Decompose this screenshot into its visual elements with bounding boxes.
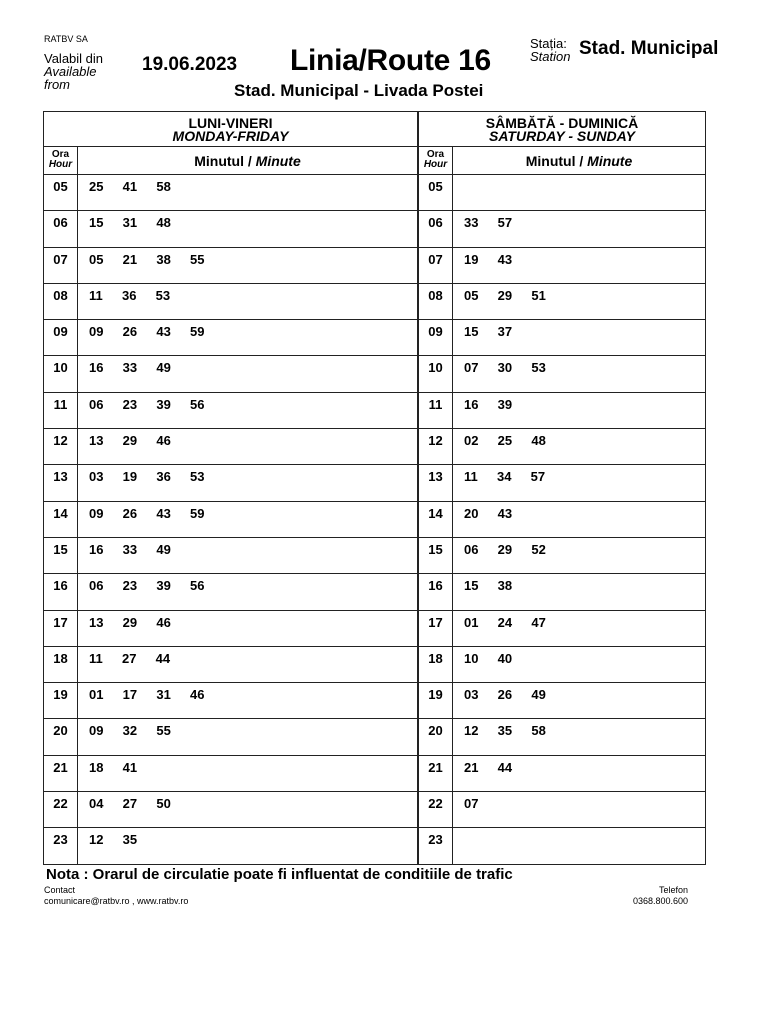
hour-cell: 22 (44, 792, 78, 827)
table-row (44, 175, 417, 211)
minutes-cell: 06 23 39 56 (89, 396, 205, 412)
minutes-cell: 11 36 53 (89, 287, 171, 303)
minutes-cell: 15 38 (464, 578, 513, 594)
table-row (419, 284, 705, 320)
hour-cell: 12 (419, 429, 453, 464)
table-row (419, 393, 705, 429)
minutes-cell: 11 34 57 (464, 469, 546, 485)
route-subtitle: Stad. Municipal - Livada Postei (234, 81, 484, 100)
hour-cell: 06 (419, 211, 453, 246)
weekend-title-ro: SÂMBĂTĂ - DUMINICĂ (485, 115, 639, 131)
minutes-cell: 07 (464, 796, 479, 812)
hour-cell: 13 (419, 465, 453, 500)
table-row (44, 538, 417, 574)
hour-cell: 13 (44, 465, 78, 500)
weekday-title-ro: LUNI-VINERI (188, 115, 273, 131)
minutes-cell: 05 21 38 55 (89, 251, 205, 267)
table-row (419, 828, 705, 864)
minutes-cell: 10 40 (464, 650, 513, 666)
minutes-cell: 03 26 49 (464, 687, 546, 703)
minutes-cell: 04 27 50 (89, 796, 171, 812)
station-label-en: Station (530, 49, 571, 64)
table-row (44, 356, 417, 392)
hour-cell: 08 (419, 284, 453, 319)
hour-cell: 23 (419, 828, 453, 864)
table-row (44, 211, 417, 247)
table-row (419, 647, 705, 683)
table-row (419, 683, 705, 719)
table-row (44, 719, 417, 755)
table-row (44, 465, 417, 501)
hour-cell: 11 (419, 393, 453, 428)
hour-column-header (44, 147, 78, 174)
table-row (419, 719, 705, 755)
table-row (419, 248, 705, 284)
hour-label-en: Hour (48, 159, 73, 170)
hour-cell: 18 (44, 647, 78, 682)
valid-from-label-en: Available (44, 64, 97, 79)
table-row (44, 284, 417, 320)
minutes-cell: 18 41 (89, 759, 138, 775)
weekend-column-header (419, 147, 705, 175)
valid-from-date: 19.06.2023 (142, 54, 238, 75)
company-name: RATBV SA (44, 34, 88, 44)
hour-column-header (419, 147, 453, 174)
station-name: Stad. Municipal (579, 38, 719, 59)
hour-cell: 17 (419, 611, 453, 646)
minutes-cell: 25 41 58 (89, 179, 171, 194)
hour-cell: 22 (419, 792, 453, 827)
table-row (419, 502, 705, 538)
minutes-cell: 11 27 44 (89, 650, 171, 666)
table-row (44, 611, 417, 647)
hour-cell: 07 (419, 248, 453, 283)
timetable (43, 111, 706, 867)
table-row (419, 356, 705, 392)
minutes-cell: 12 35 (89, 832, 138, 848)
minutes-cell: 21 44 (464, 759, 513, 775)
hour-cell: 07 (44, 248, 78, 283)
hour-cell: 18 (419, 647, 453, 682)
table-row (44, 320, 417, 356)
table-row (44, 502, 417, 538)
hour-cell: 12 (44, 429, 78, 464)
weekend-header (419, 112, 705, 147)
minutes-cell: 06 23 39 56 (89, 578, 205, 594)
weekend-rows (419, 175, 705, 865)
hour-cell: 19 (44, 683, 78, 718)
minutes-cell: 15 31 48 (89, 215, 171, 231)
hour-cell: 16 (419, 574, 453, 609)
table-row (419, 792, 705, 828)
phone-label: Telefon (658, 885, 688, 895)
hour-cell: 21 (44, 756, 78, 791)
contact-label: Contact (44, 885, 76, 895)
hour-cell: 16 (44, 574, 78, 609)
hour-cell: 15 (419, 538, 453, 573)
minutes-cell: 19 43 (464, 251, 513, 267)
weekend-panel (418, 111, 706, 865)
hour-cell: 14 (44, 502, 78, 537)
hour-cell: 05 (44, 175, 78, 210)
weekend-title-en: SATURDAY - SUNDAY (489, 128, 635, 144)
table-row (44, 574, 417, 610)
weekday-column-header (44, 147, 417, 175)
minutes-cell: 15 37 (464, 324, 513, 340)
minute-column-header (453, 147, 705, 174)
hour-cell: 11 (44, 393, 78, 428)
table-row (419, 175, 705, 211)
page-title: Linia/Route 16 (290, 44, 491, 77)
minutes-cell: 05 29 51 (464, 287, 546, 303)
minute-column-header (78, 147, 417, 174)
hour-cell: 20 (419, 719, 453, 754)
hour-cell: 09 (44, 320, 78, 355)
table-row (419, 756, 705, 792)
hour-cell: 14 (419, 502, 453, 537)
weekday-panel (43, 111, 418, 865)
traffic-note: Nota : Orarul de circulatie poate fi influentat de conditiile de trafic (46, 866, 513, 883)
minutes-cell: 33 57 (464, 215, 513, 231)
minutes-cell: 07 30 53 (464, 360, 546, 376)
hour-cell: 20 (44, 719, 78, 754)
weekday-rows (44, 175, 417, 865)
minutes-cell: 12 35 58 (464, 723, 546, 739)
weekday-title-en: MONDAY-FRIDAY (172, 128, 289, 144)
station-label (530, 37, 570, 63)
hour-label-en: Hour (423, 159, 448, 170)
phone-value: 0368.800.600 (632, 896, 688, 906)
contact-info (44, 885, 188, 907)
table-row (44, 792, 417, 828)
minutes-cell: 13 29 46 (89, 433, 171, 449)
table-row (44, 756, 417, 792)
minutes-cell: 01 24 47 (464, 614, 546, 630)
minutes-cell: 13 29 46 (89, 614, 171, 630)
minutes-cell: 01 17 31 46 (89, 687, 205, 703)
minutes-cell: 09 32 55 (89, 723, 171, 739)
minutes-cell: 16 33 49 (89, 360, 171, 376)
hour-cell: 05 (419, 175, 453, 210)
minutes-cell: 16 39 (464, 396, 513, 412)
minute-label-ro: Minutul / (194, 153, 252, 169)
hour-cell: 06 (44, 211, 78, 246)
hour-cell: 23 (44, 828, 78, 864)
table-row (44, 828, 417, 864)
hour-cell: 08 (44, 284, 78, 319)
hour-cell: 17 (44, 611, 78, 646)
table-row (419, 611, 705, 647)
valid-from-label-en-2: from (44, 77, 70, 92)
table-row (44, 248, 417, 284)
hour-label-ro: Ora (426, 149, 445, 160)
hour-cell: 19 (419, 683, 453, 718)
table-row (44, 429, 417, 465)
minutes-cell: 20 43 (464, 505, 513, 521)
table-row (44, 647, 417, 683)
valid-from-label (44, 52, 103, 91)
table-row (419, 211, 705, 247)
table-row (44, 393, 417, 429)
hour-cell: 15 (44, 538, 78, 573)
minutes-cell: 03 19 36 53 (89, 469, 205, 485)
table-row (419, 429, 705, 465)
minute-label-ro: Minutul / (525, 153, 584, 169)
weekday-header (44, 112, 417, 147)
table-row (419, 465, 705, 501)
hour-cell: 21 (419, 756, 453, 791)
minute-label-en: Minute (255, 153, 301, 169)
hour-cell: 10 (44, 356, 78, 391)
minute-label-en: Minute (587, 153, 633, 169)
valid-from-label-ro: Valabil din (44, 51, 104, 66)
minutes-cell: 16 33 49 (89, 541, 171, 557)
table-row (419, 538, 705, 574)
minutes-cell: 06 29 52 (464, 541, 546, 557)
minutes-cell: 09 26 43 59 (89, 505, 205, 521)
minutes-cell: 02 25 48 (464, 433, 546, 449)
contact-value: comunicare@ratbv.ro , www.ratbv.ro (44, 896, 189, 906)
table-row (419, 320, 705, 356)
minutes-cell: 09 26 43 59 (89, 324, 205, 340)
phone-info (624, 885, 688, 907)
hour-cell: 09 (419, 320, 453, 355)
hour-cell: 10 (419, 356, 453, 391)
hour-label-ro: Ora (51, 149, 70, 160)
table-row (419, 574, 705, 610)
table-row (44, 683, 417, 719)
station-label-ro: Stația: (530, 36, 567, 51)
